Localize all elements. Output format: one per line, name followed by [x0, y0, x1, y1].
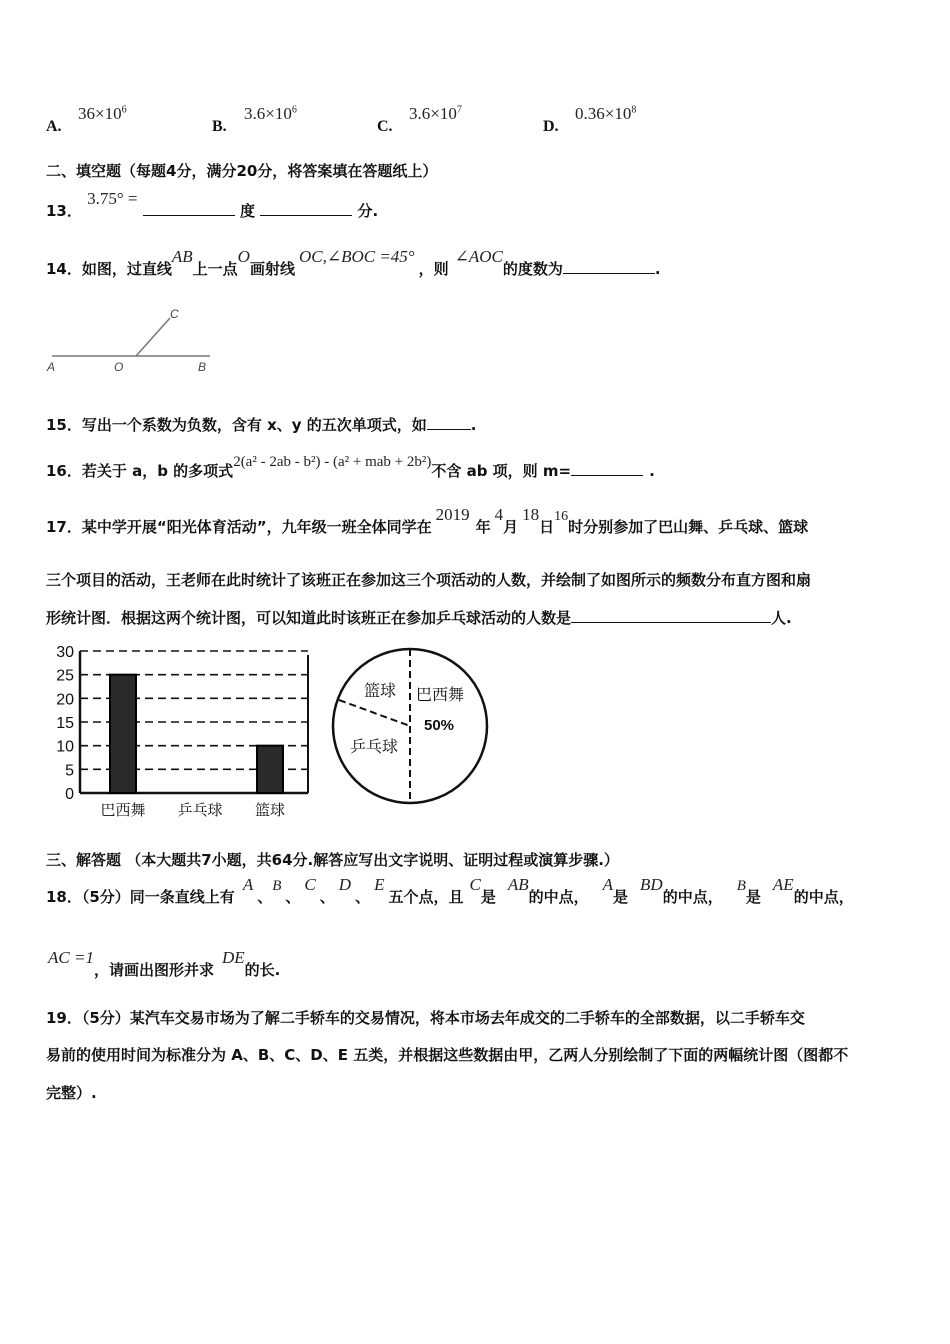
q18-b: B	[272, 878, 282, 894]
q17-text: 年	[475, 518, 491, 536]
frequency-histogram	[50, 638, 320, 822]
q18-a: A	[242, 875, 254, 894]
q16-text: 不含 ab 项，则 m=	[431, 462, 572, 480]
q18-text: 的中点，	[662, 888, 723, 906]
question-17-line2: 三个项目的活动，王老师在此时统计了该班正在参加这三个项活动的人数，并绘制了如图所示的频数分布直方图和扇	[46, 571, 812, 589]
pie-label: 巴西舞	[416, 687, 465, 704]
y-tick-label: 10	[56, 738, 74, 756]
question-13	[46, 188, 379, 220]
question-15	[46, 414, 476, 435]
q18-c: C	[304, 875, 316, 894]
option-label: C.	[377, 118, 393, 135]
q16-expression: 2(a² - 2ab - b²) - (a² + mab + 2b²)	[233, 454, 432, 470]
pie-label: 篮球	[364, 683, 397, 700]
section2-header: 二、填空题（每题4分，满分20分，将答案填在答题纸上）	[46, 162, 438, 180]
q18-de: DE	[221, 948, 245, 967]
option-label: A.	[46, 118, 62, 135]
x-tick-label: 乒乓球	[177, 802, 223, 819]
ray-oc	[136, 318, 170, 356]
q13-blank-minutes	[260, 215, 352, 216]
question-19-line3: 完整）.	[46, 1084, 97, 1102]
q18-text: 的中点，	[528, 888, 589, 906]
section3-header: 三、解答题 （本大题共7小题，共64分.解答应写出文字说明、证明过程或演算步骤.）	[46, 851, 619, 869]
pie-chart	[328, 646, 496, 808]
question-18-line2	[48, 947, 281, 979]
q18-sep: 、	[257, 888, 273, 906]
q18-text: 18．（5分）同一条直线上有	[46, 888, 235, 906]
q18-a2: A	[602, 875, 614, 894]
q17-hour: 16	[554, 509, 569, 524]
q18-e: E	[374, 875, 385, 894]
q14-aoc: ∠AOC	[454, 247, 503, 266]
q18-text: 的中点，	[793, 888, 854, 906]
q18-ae: AE	[772, 875, 794, 894]
q18-bd: BD	[640, 875, 663, 894]
q14-end: .	[654, 260, 661, 278]
q18-ab: AB	[507, 875, 529, 894]
q18-ac: AC =1	[48, 948, 94, 967]
q18-sep: 、	[285, 888, 301, 906]
q14-text: 的度数为	[502, 260, 563, 278]
q17-text: 形统计图．根据这两个统计图，可以知道此时该班正在参加乒乓球活动的人数是	[46, 609, 572, 627]
q14-text: 14．如图，过直线	[46, 260, 172, 278]
q17-text: 17．某中学开展“阳光体育活动”，九年级一班全体同学在	[46, 518, 432, 536]
q18-sep: 、	[355, 888, 371, 906]
q15-end: .	[470, 416, 477, 434]
q18-text: 是	[480, 888, 496, 906]
q15-blank	[427, 429, 471, 430]
y-tick-label: 0	[65, 786, 74, 803]
q16-text: 16．若关于 a，b 的多项式	[46, 462, 234, 480]
q16-end: .	[649, 462, 655, 480]
q13-blank-degrees	[143, 215, 235, 216]
option-value: $3.6\times 10^7$	[409, 104, 462, 123]
x-tick-label: 篮球	[254, 802, 286, 819]
q17-text: 时分别参加了巴山舞、乒乓球、篮球	[568, 518, 809, 536]
q14-condition: OC,∠BOC =45°	[298, 247, 415, 266]
q13-number: 13．	[46, 202, 82, 220]
q18-c2: C	[469, 875, 481, 894]
q18-text: 是	[613, 888, 629, 906]
q17-text: 日	[539, 518, 555, 536]
q17-day: 18	[522, 505, 540, 524]
q18-text: ，请画出图形并求	[93, 961, 214, 979]
option-value: $3.6\times 10^6$	[244, 104, 297, 123]
question-18-line1	[46, 874, 854, 906]
q14-text: ，则	[418, 260, 449, 278]
q18-text: 是	[745, 888, 761, 906]
option-label: D.	[543, 118, 559, 135]
option-value: $0.36\times 10^8$	[575, 104, 637, 123]
y-tick-label: 5	[65, 762, 74, 780]
q14-ab: AB	[171, 247, 193, 266]
bar	[257, 746, 283, 793]
y-tick-label: 30	[56, 644, 74, 661]
q17-blank	[571, 622, 771, 623]
label-c: C	[170, 307, 179, 321]
y-tick-label: 20	[56, 691, 74, 709]
x-tick-label: 巴西舞	[100, 802, 146, 819]
q17-end: 人.	[771, 609, 792, 627]
q13-expression: 3.75° =	[87, 189, 138, 208]
pie-label: 乒乓球	[350, 739, 399, 756]
q18-text: 的长.	[244, 961, 281, 979]
label-b: B	[198, 360, 207, 374]
option-label: B.	[212, 118, 227, 135]
q14-text: 上一点	[192, 260, 238, 278]
q17-text: 月	[503, 518, 519, 536]
label-a: A	[47, 360, 56, 374]
label-o: O	[114, 360, 124, 374]
q18-text: 五个点，且	[388, 888, 464, 906]
q17-month: 4	[494, 505, 504, 524]
q13-unit-degrees: 度	[239, 202, 255, 220]
q18-d: D	[338, 875, 352, 894]
q17-year: 2019	[435, 505, 470, 524]
question-17-line1	[46, 504, 809, 536]
q14-blank	[563, 273, 655, 274]
question-16	[46, 450, 655, 480]
question-17-line3	[46, 607, 792, 628]
q18-sep: 、	[319, 888, 335, 906]
question-19-line2: 易前的使用时间为标准分为 A、B、C、D、E 五类，并根据这些数据由甲，乙两人分别绘制了下面的两幅统计图（图都不	[46, 1046, 849, 1064]
question-19-line1: 19．（5分）某汽车交易市场为了解二手轿车的交易情况，将本市场去年成交的二手轿车的全部数据，以二手轿车交	[46, 1009, 805, 1027]
figure-14	[44, 302, 224, 378]
bar	[110, 675, 136, 793]
pie-annotation: 50%	[424, 717, 455, 734]
y-tick-label: 15	[56, 715, 74, 732]
y-tick-label: 25	[56, 667, 74, 685]
q16-blank	[571, 475, 643, 476]
q18-b2: B	[736, 878, 746, 894]
question-14	[46, 246, 661, 278]
q14-text: 画射线	[249, 260, 295, 278]
q13-unit-minutes: 分.	[357, 202, 379, 220]
q15-text: 15．写出一个系数为负数，含有 x、y 的五次单项式，如	[46, 416, 427, 434]
q14-o: O	[237, 247, 250, 266]
option-value: $36\times 10^6$	[78, 104, 127, 123]
